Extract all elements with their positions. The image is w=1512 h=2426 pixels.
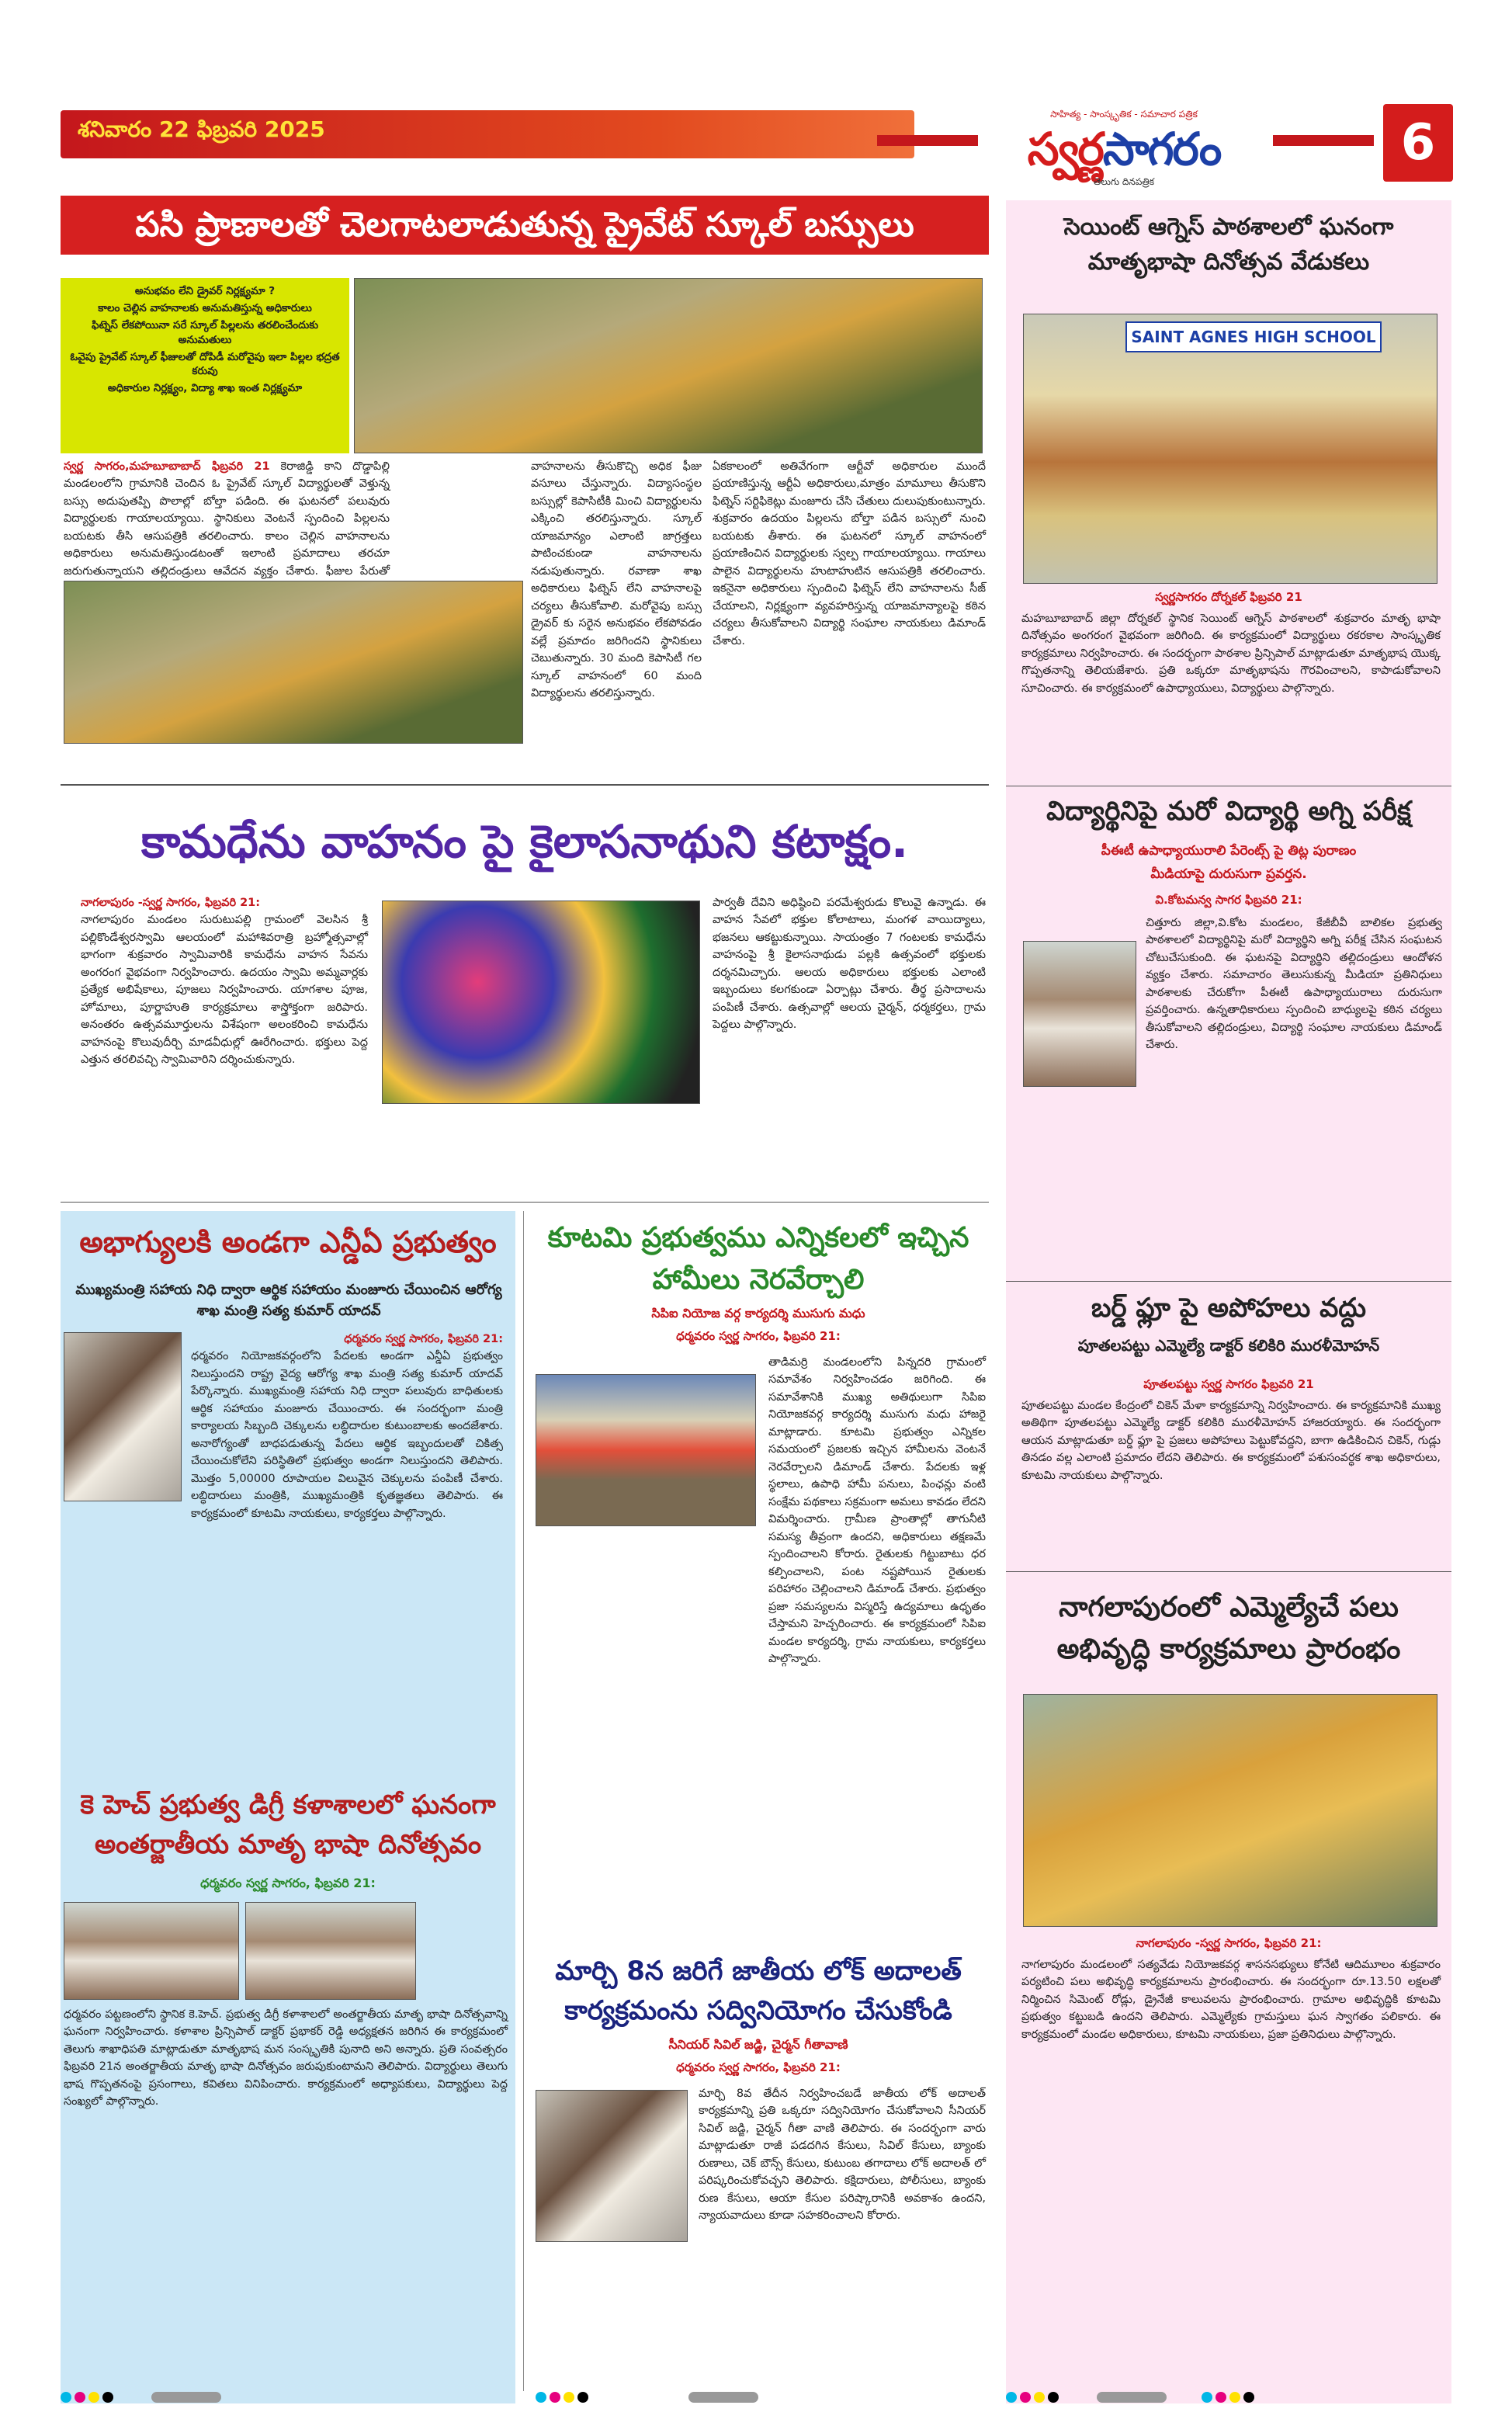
- kutami-dateline: ధర్మవరం స్వర్ణ సాగరం, ఫిబ్రవరి 21:: [676, 1329, 841, 1343]
- lokadalat-headline: మార్చి 8న జరిగే జాతీయ లోక్ అదాలత్ కార్యక్రమంను సద్వినియోగం చేసుకోండి: [555, 1956, 962, 2026]
- abhagyulu-headline: అభాగ్యులకి అండగా ఎన్డీఏ ప్రభుత్వం: [79, 1225, 497, 1259]
- nagalapuram-headline: నాగలాపురంలో ఎమ్మెల్యేచే పలు అభివృద్ధి కార్యక్రమాలు ప్రారంభం: [1056, 1591, 1401, 1665]
- agni-dateline: వి.కోటమన్వ సాగర ఫిబ్రవరి 21:: [1155, 893, 1302, 907]
- kamadhenu-photo: [382, 901, 700, 1104]
- nagalapuram-dateline: నాగలాపురం -స్వర్ణ సాగరం, ఫిబ్రవరి 21:: [1136, 1936, 1322, 1950]
- print-marks-left: [61, 2391, 221, 2407]
- bird-flu-subhead: పూతలపట్టు ఎమ్మెల్యే డాక్టర్ కలికిరి మురళీమోహన్: [1077, 1336, 1380, 1355]
- divider: [1006, 1571, 1451, 1572]
- lead-highlights-box: [61, 278, 349, 453]
- highlight-item: ఫిట్నెస్ లేకపోయినా సరే స్కూల్ పిల్లలను తరలించేందుకు అనుమతులు: [91, 319, 318, 346]
- bus-accident-photo: [354, 278, 983, 453]
- lead-col3: ఏకకాలంలో అతివేగంగా ఆర్టీవో అధికారుల ముందే ప్రయాణిస్తున్న ఆర్టీఏ అధికారులు,మాత్రం మామూలు తీసుకొని ఫిట్నెస్ సర్టిఫికెట్లు మంజూరు చేసి చేతులు దులుపుకుంటున్నారు. శుక్రవారం ఉదయం పిల్లలను బోల్తా పడిన బస్సులో నుంచి బయటకు తీశారు. ఈ ఘటనలో స్కూల్ వాహనంలో ప్రయాణించిన విద్యార్థులకు స్వల్ప గాయాలయ్యాయి. గాయాలు పాలైన విద్యార్థులను హుటాహుటిన ఆసుపత్రికి తరలించారు. ఇకనైనా అధికారులు స్పందించి ఫిట్నెస్ లేని వాహనాలను సీజ్ చేయాలని, నిర్లక్ష్యంగా వ్యవహరిస్తున్న యాజమాన్యాలపై కఠిన చర్యలు తీసుకోవాలని విద్యార్థి సంఘాల నాయకులు డిమాండ్ చేశారు.: [713, 460, 986, 647]
- lokadalat-byline: సీనియర్ సివిల్ జడ్జి, చైర్మన్ గీతావాణి: [668, 2037, 848, 2052]
- kutami-headline: కూటమి ప్రభుత్వము ఎన్నికలలో ఇచ్చిన హామీలు నెరవేర్చాలి: [547, 1222, 969, 1296]
- highlight-item: ఓవైపు ప్రైవేట్ స్కూల్ ఫీజులతో దోపిడీ మరోవైపు ఇలా పిల్లల భద్రత కరువు: [70, 350, 340, 378]
- kgbv-dateline: ధర్మవరం స్వర్ణ సాగరం, ఫిబ్రవరి 21:: [200, 1876, 376, 1890]
- bird-flu-headline: బర్డ్ ఫ్లూ పై అపోహలు వద్దు: [1091, 1293, 1367, 1324]
- abhagyulu-body: ధర్మవరం స్వర్ణ సాగరం, ఫిబ్రవరి 21: ధర్మవరం నియోజకవర్గంలోని పేదలకు అండగా ఎన్డీఏ ప్రభుత్వం నిలుస్తుందని రాష్ట్ర వైద్య ఆరోగ్య శాఖ మంత్రి సత్య కుమార్ యాదవ్ పేర్కొన్నారు. ముఖ్యమంత్రి సహాయ నిధి ద్వారా పలువురు బాధితులకు ఆర్థిక సహాయం మంజూరు చేయించారు. ఈ సందర్భంగా మంత్రి కార్యాలయ సిబ్బంది చెక్కులను లబ్ధిదారుల కుటుంబాలకు అందజేశారు. అనారోగ్యంతో బాధపడుతున్న పేదలు ఆర్థిక ఇబ్బందులతో చికిత్స చేయించుకోలేని పరిస్థితిలో ప్రభుత్వం అండగా నిలుస్తుందని తెలిపారు. మొత్తం 5,00000 రూపాయల విలువైన చెక్కులను పంపిణీ చేశారు. లబ్ధిదారులు మంత్రికి, ముఖ్యమంత్రికి కృతజ్ఞతలు తెలిపారు. ఈ కార్యక్రమంలో కూటమి నాయకులు, కార్యకర్తలు పాల్గొన్నారు.: [191, 1331, 503, 1812]
- print-marks-center: [536, 2391, 758, 2407]
- masthead: [984, 109, 1264, 196]
- college-audience-photo: [245, 1902, 416, 2000]
- agni-subhead-1: పీఈటీ ఉపాధ్యాయురాలి పేరెంట్స్ పై తిట్ల పురాణం: [1101, 843, 1357, 859]
- agni-body: చిత్తూరు జిల్లా,వి.కోట మండలం, కేజీబీవీ బాలికల ప్రభుత్వ పాఠశాలలో విద్యార్థినిపై మరో విద్యార్థిని అగ్ని పరీక్ష చేసిన సంఘటన చోటుచేసుకుంది. ఈ ఘటనపై విద్యార్థిని తల్లిదండ్రులు ఆందోళన వ్యక్తం చేశారు. సమాచారం తెలుసుకున్న మీడియా ప్రతినిధులు పాఠశాలకు చేరుకోగా పీఈటీ ఉపాధ్యాయురాలు దురుసుగా ప్రవర్తించారు. ఉన్నతాధికారులు స్పందించి బాధ్యులపై కఠిన చర్యలు తీసుకోవాలని తల్లిదండ్రులు, విద్యార్థి సంఘాల నాయకులు డిమాండ్ చేశారు.: [1146, 917, 1442, 1052]
- bird-flu-dateline: పూతలపట్టు స్వర్ణ సాగరం ఫిబ్రవరి 21: [1143, 1377, 1314, 1391]
- highlight-item: అనుభవం లేని డ్రైవర్ నిర్లక్ష్యమా ?: [134, 285, 276, 297]
- student-photo: [1023, 941, 1136, 1087]
- agnes-dateline: స్వర్ణసాగరం దోర్నకల్ ఫిబ్రవరి 21: [1155, 590, 1302, 604]
- lead-col2: వాహనాలను తీసుకొచ్చి అధిక ఫీజు వసూలు చేస్తున్నారు. విద్యాసంస్థల బస్సుల్లో కెపాసిటీకి మించి విద్యార్థులను ఎక్కించి తరలిస్తున్నారు. స్కూల్ యాజమాన్యం ఎలాంటి జాగ్రత్తలు పాటించకుండా వాహనాలను నడుపుతున్నారు. రవాణా శాఖ అధికారులు ఫిట్నెస్ లేని వాహనాలపై చర్యలు తీసుకోవాలి. మరోవైపు బస్సు డ్రైవర్ కు సరైన అనుభవం లేకపోవడం వల్లే ప్రమాదం జరిగిందని స్థానికులు చెబుతున్నారు. 30 మంది కెపాసిటీ గల స్కూల్ వాహనంలో 60 మంది విద్యార్థులను తరలిస్తున్నారు.: [531, 460, 702, 700]
- kamadhenu-col3: పార్వతీ దేవిని అధిష్ఠించి పరమేశ్వరుడు కొలువై ఉన్నాడు. ఈ వాహన సేవలో భక్తుల కోలాటాలు, మంగళ వాయిద్యాలు, భజనలు ఆకట్టుకున్నాయి. సాయంత్రం 7 గంటలకు కామధేను వాహనంపై శ్రీ కైలాసనాథుడు పల్లకి ఉత్సవంలో భక్తులకు దర్శనమిచ్చారు. ఆలయ అధికారులు భక్తులకు ఎలాంటి ఇబ్బందులు కలగకుండా ఏర్పాట్లు చేశారు. తీర్థ ప్రసాదాలను పంపిణీ చేశారు. ఉత్సవాల్లో ఆలయ చైర్మన్, ధర్మకర్తలు, గ్రామ పెద్దలు పాల్గొన్నారు.: [713, 897, 986, 1032]
- print-marks-right: [1006, 2391, 1257, 2407]
- divider: [61, 1202, 989, 1203]
- abhagyulu-dateline: ధర్మవరం స్వర్ణ సాగరం, ఫిబ్రవరి 21:: [344, 1333, 503, 1345]
- agnes-school-photo: [1023, 314, 1437, 584]
- college-event-photo: [64, 1902, 239, 2000]
- column-divider: [523, 1211, 524, 2391]
- page-number: 6: [1383, 104, 1453, 182]
- agnes-body: మహబూబాబాద్ జిల్లా దోర్నకల్ స్థానిక సెయింట్ ఆగ్నెస్ పాఠశాలలో శుక్రవారం మాతృ భాషా దినోత్సవం అంగరంగ వైభవంగా జరిగింది. ఈ కార్యక్రమంలో విద్యార్థులు రకరకాల సాంస్కృతిక కార్యక్రమాలు నిర్వహించారు. ఈ సందర్భంగా పాఠశాల ప్రిన్సిపాల్ మాట్లాడుతూ మాతృభాష యొక్క గొప్పతనాన్ని తెలియజేశారు. ప్రతి ఒక్కరూ మాతృభాషను గౌరవించాలని, కాపాడుకోవాలని సూచించారు. ఈ కార్యక్రమంలో ఉపాధ్యాయులు, విద్యార్థులు పాల్గొన్నారు.: [1021, 613, 1441, 695]
- divider: [1006, 1281, 1451, 1282]
- nagalapuram-body: నాగలాపురం మండలంలో సత్యవేడు నియోజకవర్గ శాసనసభ్యులు కోనేటి ఆదిమూలం శుక్రవారం పర్యటించి పలు అభివృద్ధి కార్యక్రమాలను ప్రారంభించారు. ఈ సందర్భంగా రూ.13.50 లక్షలతో నిర్మించిన సిమెంట్ రోడ్లు, డ్రైనేజీ కాలువలను ప్రారంభించారు. గ్రామాల అభివృద్ధికి కూటమి ప్రభుత్వం కట్టుబడి ఉందని తెలిపారు. ఎమ్మెల్యేకు గ్రామస్తులు ఘన స్వాగతం పలికారు. ఈ కార్యక్రమంలో మండల అధికారులు, కూటమి నాయకులు, ప్రజా ప్రతినిధులు పాల్గొన్నారు.: [1021, 1959, 1441, 2041]
- kamadhenu-headline: కామధేను వాహనం పై కైలాసనాథుని కటాక్షం.: [140, 815, 909, 868]
- kutami-body: తాడిమర్రి మండలంలోని పిన్నదరి గ్రామంలో సమావేశం నిర్వహించడం జరిగింది. ఈ సమావేశానికి ముఖ్య అతిథులుగా సిపిఐ నియోజకవర్గ కార్యదర్శి ముసుగు మధు హాజరై మాట్లాడారు. కూటమి ప్రభుత్వం ఎన్నికల సమయంలో ప్రజలకు ఇచ్చిన హామీలను వెంటనే నెరవేర్చాలని డిమాండ్ చేశారు. పేదలకు ఇళ్ల స్థలాలు, ఉపాధి హామీ పనులు, పింఛన్లు వంటి సంక్షేమ పథకాలు సక్రమంగా అమలు కావడం లేదని విమర్శించారు. గ్రామీణ ప్రాంతాల్లో తాగునీటి సమస్య తీవ్రంగా ఉందని, అధికారులు తక్షణమే స్పందించాలని కోరారు. రైతులకు గిట్టుబాటు ధర కల్పించాలని, పంట నష్టపోయిన రైతులకు పరిహారం చెల్లించాలని డిమాండ్ చేశారు. ప్రభుత్వం ప్రజా సమస్యలను విస్మరిస్తే ఉద్యమాలు ఉధృతం చేస్తామని హెచ్చరించారు. ఈ కార్యక్రమంలో సిపిఐ మండల కార్యదర్శి, గ్రామ నాయకులు, కార్యకర్తలు పాల్గొన్నారు.: [768, 1356, 986, 1665]
- lokadalat-body: మార్చి 8వ తేదీన నిర్వహించబడే జాతీయ లోక్ అదాలత్ కార్యక్రమాన్ని ప్రతి ఒక్కరూ సద్వినియోగం చేసుకోవాలని సీనియర్ సివిల్ జడ్జి, చైర్మన్ గీతా వాణి తెలిపారు. ఈ సందర్భంగా వారు మాట్లాడుతూ రాజీ పడదగిన కేసులు, సివిల్ కేసులు, బ్యాంకు రుణాలు, చెక్ బౌన్స్ కేసులు, కుటుంబ తగాదాలు లోక్ అదాలత్ లో పరిష్కరించుకోవచ్చని తెలిపారు. కక్షిదారులు, పోలీసులు, బ్యాంకు రుణ కేసులు, ఆయా కేసుల పరిష్కారానికి అవకాశం ఉందని, న్యాయవాదులు కూడా సహకరించాలని కోరారు.: [699, 2088, 986, 2223]
- abhagyulu-subhead: ముఖ్యమంత్రి సహాయ నిధి ద్వారా ఆర్థిక సహాయం మంజూరు చేయించిన ఆరోగ్య శాఖ మంత్రి సత్య కుమార్ యాదవ్: [75, 1282, 502, 1319]
- lead-dateline: స్వర్ణ సాగరం,మహబూబాబాద్ ఫిబ్రవరి 21: [64, 460, 270, 473]
- bird-flu-body: పూతలపట్టు మండల కేంద్రంలో చికెన్ మేళా కార్యక్రమాన్ని నిర్వహించారు. ఈ కార్యక్రమానికి ముఖ్య అతిథిగా పూతలపట్టు ఎమ్మెల్యే డాక్టర్ కలికిరి మురళీమోహన్ హాజరయ్యారు. ఈ సందర్భంగా ఆయన మాట్లాడుతూ బర్డ్ ఫ్లూ పై ప్రజలు అపోహలు పెట్టుకోవద్దని, బాగా ఉడికించిన చికెన్, గుడ్లు తినడం వల్ల ఎలాంటి ప్రమాదం లేదని తెలిపారు. ఈ కార్యక్రమంలో పశుసంవర్ధక శాఖ అధికారులు, కూటమి నాయకులు పాల్గొన్నారు.: [1021, 1400, 1441, 1482]
- agni-headline: విద్యార్థినిపై మరో విద్యార్థి అగ్ని పరీక్ష: [1046, 796, 1411, 827]
- kgbv-body: ధర్మవరం పట్టణంలోని స్థానిక కె.హెచ్. ప్రభుత్వ డిగ్రీ కళాశాలలో అంతర్జాతీయ మాతృ భాషా దినోత్సవాన్ని ఘనంగా నిర్వహించారు. కళాశాల ప్రిన్సిపాల్ డాక్టర్ ప్రభాకర్ రెడ్డి అధ్యక్షతన జరిగిన ఈ కార్యక్రమంలో తెలుగు శాఖాధిపతి మాట్లాడుతూ మాతృభాష మన సంస్కృతికి పునాది అని అన్నారు. ప్రతి సంవత్సరం ఫిబ్రవరి 21న అంతర్జాతీయ మాతృ భాషా దినోత్సవం జరుపుకుంటామని తెలిపారు. విద్యార్థులు తెలుగు భాష గొప్పతనంపై ప్రసంగాలు, కవితలు వినిపించారు. కార్యక్రమంలో అధ్యాపకులు, విద్యార్థులు పెద్ద సంఖ్యలో పాల్గొన్నారు.: [64, 2008, 508, 2108]
- kamadhenu-col1: నాగలాపురం -స్వర్ణ సాగరం, ఫిబ్రవరి 21: నాగలాపురం మండలం సురుటుపల్లి గ్రామంలో వెలసిన శ్రీ పల్లికొండేశ్వరస్వామి ఆలయంలో మహాశివరాత్రి బ్రహ్మోత్సవాల్లో భాగంగా శుక్రవారం స్వామివారికి కామధేను వాహన సేవను అంగరంగ వైభవంగా నిర్వహించారు. ఉదయం స్వామి అమ్మవార్లకు ప్రత్యేక అభిషేకాలు, పూజలు నిర్వహించారు. యాగశాల పూజ, హోమాలు, పూర్ణాహుతి కార్యక్రమాలు శాస్త్రోక్తంగా జరిపారు. అనంతరం ఉత్సవమూర్తులను విశేషంగా అలంకరించి కామధేను వాహనంపై కొలువుదీర్చి మాడవీధుల్లో ఊరేగించారు. భక్తులు పెద్ద ఎత్తున తరలివచ్చి స్వామివారిని దర్శించుకున్నారు.: [81, 894, 368, 1174]
- masthead-title: స్వర్ణసాగరం: [1027, 123, 1221, 175]
- lead-col1: స్వర్ణ సాగరం,మహబూబాబాద్ ఫిబ్రవరి 21 కెరాజిడ్డి కాని దొడ్డాపిల్లి మండలంలోని గ్రామానికి చెందిన ఓ ప్రైవేట్ స్కూల్ విద్యార్థులతో వెళ్తున్న బస్సు అదుపుతప్పి పొలాల్లో బోల్తా పడింది. ఈ ఘటనలో పలువురు విద్యార్థులకు గాయాలయ్యాయి. స్థానికులు వెంటనే స్పందించి పిల్లలను బయటకు తీసి ఆసుపత్రికి తరలించారు. కాలం చెల్లిన వాహనాలను అధికారులు అనుమతిస్తుండటంతో ఇలాంటి ప్రమాదాలు తరచూ జరుగుతున్నాయని తల్లిదండ్రులు ఆవేదన వ్యక్తం చేశారు. ఫీజుల పేరుతో: [64, 460, 390, 578]
- mla-inauguration-photo: [1023, 1694, 1437, 1927]
- divider: [61, 784, 989, 786]
- header-rule-left: [877, 135, 978, 146]
- agni-subhead-2: మీడియాపై దురుసుగా ప్రవర్తన.: [1150, 866, 1307, 882]
- agnes-headline: సెయింట్ ఆగ్నెస్ పాఠశాలలో ఘనంగా మాతృభాషా దినోత్సవ వేడుకలు: [1063, 213, 1394, 276]
- lokadalat-dateline: ధర్మవరం స్వర్ణ సాగరం, ఫిబ్రవరి 21:: [676, 2060, 841, 2074]
- bus-rescue-photo: [64, 581, 523, 744]
- header-rule-right: [1273, 135, 1374, 146]
- masthead-tagline: సాహిత్య - సాంస్కృతిక - సమాచార పత్రిక: [1050, 109, 1198, 120]
- kutami-byline: సిపిఐ నియోజ వర్గ కార్యదర్శి ముసుగు మధు: [651, 1306, 865, 1321]
- minister-photo: [64, 1332, 182, 1501]
- school-signboard: SAINT AGNES HIGH SCHOOL: [1125, 321, 1382, 352]
- kgbv-headline: కె హెచ్ ప్రభుత్వ డిగ్రీ కళాశాలలో ఘనంగా అంతర్జాతీయ మాతృ భాషా దినోత్సవం: [80, 1789, 496, 1860]
- highlight-item: అధికారుల నిర్లక్ష్యం, విద్యా శాఖ ఇంత నిర్లక్ష్యమా: [107, 382, 303, 395]
- highlight-item: కాలం చెల్లిన వాహనాలకు అనుమతిస్తున్న అధికారులు: [98, 302, 312, 315]
- issue-date: శనివారం 22 ఫిబ్రవరి 2025: [78, 116, 325, 142]
- lead-headline: పసి ప్రాణాలతో చెలగాటలాడుతున్న ప్రైవేట్ స్కూల్ బస్సులు: [61, 196, 989, 255]
- masthead-subtitle: తెలుగు దినపత్రిక: [1093, 176, 1155, 187]
- kamadhenu-dateline: నాగలాపురం -స్వర్ణ సాగరం, ఫిబ్రవరి 21:: [81, 897, 261, 909]
